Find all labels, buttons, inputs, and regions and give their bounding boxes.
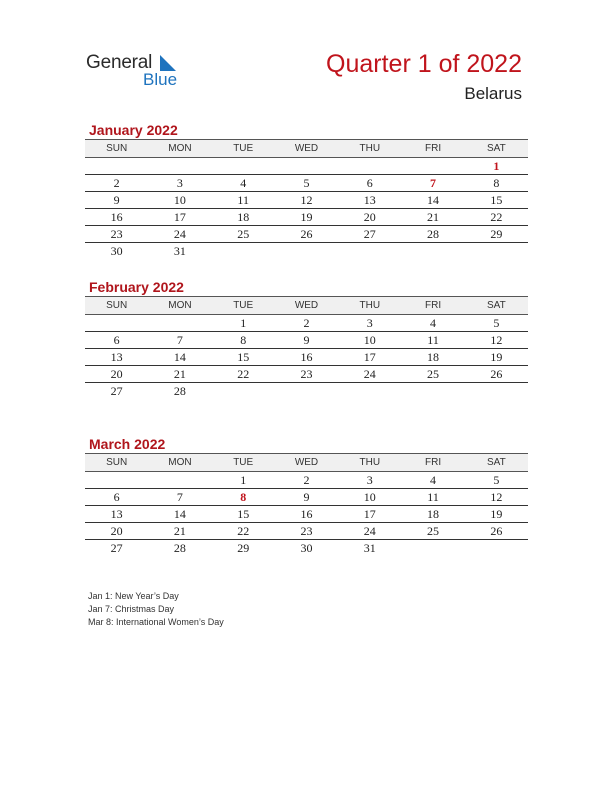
week-row: [85, 226, 528, 243]
day-cell: 4: [212, 175, 275, 192]
day-cell: 15: [465, 192, 528, 209]
day-cell: 20: [338, 209, 401, 226]
day-cell: 9: [275, 332, 338, 349]
empty-day-cell: [85, 315, 148, 332]
day-cell: 25: [401, 366, 464, 383]
empty-day-cell: [465, 540, 528, 557]
week-row: [85, 243, 528, 260]
week-row: [85, 175, 528, 192]
month-calendar: [85, 453, 528, 556]
week-row: [85, 158, 528, 175]
day-cell: 18: [401, 506, 464, 523]
day-cell: 20: [85, 366, 148, 383]
weekday-label: SAT: [465, 454, 528, 472]
weekday-label: TUE: [212, 454, 275, 472]
day-cell: 10: [148, 192, 211, 209]
logo-general-text: General: [86, 52, 153, 73]
weekday-label: MON: [148, 454, 211, 472]
day-cell: 16: [275, 349, 338, 366]
week-row: [85, 332, 528, 349]
weekday-label: SUN: [85, 454, 148, 472]
week-row: [85, 506, 528, 523]
weekday-label: SUN: [85, 297, 148, 315]
empty-day-cell: [212, 243, 275, 260]
weekday-label: WED: [275, 454, 338, 472]
day-cell: 14: [148, 506, 211, 523]
week-row: [85, 192, 528, 209]
month-calendar: [85, 296, 528, 399]
empty-day-cell: [85, 158, 148, 175]
country-name: Belarus: [464, 84, 522, 103]
week-row: [85, 540, 528, 557]
day-cell: 23: [275, 523, 338, 540]
month-calendar: [85, 139, 528, 259]
day-cell: 2: [275, 472, 338, 489]
day-cell: 1: [212, 315, 275, 332]
month-title: March 2022: [89, 436, 166, 452]
empty-day-cell: [148, 158, 211, 175]
weekday-label: SAT: [465, 140, 528, 158]
day-cell: 6: [85, 332, 148, 349]
day-cell: 22: [212, 523, 275, 540]
day-cell: 19: [465, 506, 528, 523]
weekday-label: SAT: [465, 297, 528, 315]
weekday-label: THU: [338, 454, 401, 472]
day-cell: 21: [148, 366, 211, 383]
day-cell: 4: [401, 472, 464, 489]
day-cell: 17: [338, 349, 401, 366]
empty-day-cell: [212, 158, 275, 175]
day-cell: 6: [85, 489, 148, 506]
holiday-note: Jan 1: New Year’s Day: [88, 591, 179, 601]
empty-day-cell: [85, 472, 148, 489]
day-cell: 11: [401, 489, 464, 506]
day-cell: 17: [148, 209, 211, 226]
day-cell: 2: [275, 315, 338, 332]
day-cell: 21: [148, 523, 211, 540]
day-cell: 27: [338, 226, 401, 243]
weekday-header-row: [85, 454, 528, 472]
month-january: [85, 121, 528, 259]
day-cell: 24: [338, 366, 401, 383]
day-cell: 13: [85, 506, 148, 523]
day-cell: 15: [212, 349, 275, 366]
day-cell: 26: [275, 226, 338, 243]
day-cell: 2: [85, 175, 148, 192]
day-cell: 20: [85, 523, 148, 540]
weekday-label: MON: [148, 297, 211, 315]
weekday-label: TUE: [212, 297, 275, 315]
day-cell: 3: [338, 315, 401, 332]
day-cell: 18: [401, 349, 464, 366]
day-cell: 7: [401, 175, 464, 192]
week-row: [85, 366, 528, 383]
empty-day-cell: [338, 383, 401, 400]
weekday-label: THU: [338, 297, 401, 315]
day-cell: 28: [401, 226, 464, 243]
day-cell: 11: [212, 192, 275, 209]
weekday-label: MON: [148, 140, 211, 158]
day-cell: 15: [212, 506, 275, 523]
empty-day-cell: [465, 243, 528, 260]
day-cell: 5: [465, 472, 528, 489]
week-row: [85, 472, 528, 489]
day-cell: 1: [465, 158, 528, 175]
day-cell: 31: [363, 540, 376, 555]
day-cell: 9: [85, 192, 148, 209]
month-title: February 2022: [89, 279, 184, 295]
day-cell: 9: [275, 489, 338, 506]
day-cell: 8: [465, 175, 528, 192]
day-cell: 10: [338, 489, 401, 506]
day-cell: 5: [465, 315, 528, 332]
day-cell: 12: [465, 489, 528, 506]
weekday-header-row: [85, 297, 528, 315]
empty-day-cell: [401, 243, 464, 260]
day-cell: 31: [173, 243, 186, 258]
day-cell: 29: [465, 226, 528, 243]
week-row: [85, 489, 528, 506]
weekday-label: TUE: [212, 140, 275, 158]
weekday-label: THU: [338, 140, 401, 158]
empty-day-cell: [275, 243, 338, 260]
day-cell: 24: [338, 523, 401, 540]
day-cell: 22: [212, 366, 275, 383]
day-cell: 14: [148, 349, 211, 366]
weekday-label: FRI: [401, 297, 464, 315]
day-cell: 7: [148, 489, 211, 506]
holiday-note: Mar 8: International Women’s Day: [88, 617, 224, 627]
day-cell: 30: [110, 243, 123, 258]
week-row: [85, 315, 528, 332]
empty-day-cell: [401, 540, 464, 557]
weekday-label: WED: [275, 297, 338, 315]
day-cell: 7: [148, 332, 211, 349]
week-row: [85, 349, 528, 366]
day-cell: 13: [338, 192, 401, 209]
day-cell: 19: [275, 209, 338, 226]
day-cell: 5: [275, 175, 338, 192]
day-cell: 26: [465, 523, 528, 540]
logo-triangle-icon: [160, 55, 176, 71]
logo-blue-text: Blue: [143, 70, 178, 89]
day-cell: 8: [212, 332, 275, 349]
week-row: [85, 209, 528, 226]
day-cell: 1: [212, 472, 275, 489]
day-cell: 14: [401, 192, 464, 209]
weekday-label: FRI: [401, 454, 464, 472]
day-cell: 22: [465, 209, 528, 226]
day-cell: 25: [401, 523, 464, 540]
day-cell: 23: [85, 226, 148, 243]
empty-day-cell: [465, 383, 528, 400]
weekday-label: SUN: [85, 140, 148, 158]
day-cell: 10: [338, 332, 401, 349]
holiday-note: Jan 7: Christmas Day: [88, 604, 175, 614]
week-row: [85, 383, 528, 400]
day-cell: 28: [173, 540, 186, 555]
weekday-label: FRI: [401, 140, 464, 158]
empty-day-cell: [148, 315, 211, 332]
day-cell: 24: [148, 226, 211, 243]
day-cell: 29: [237, 540, 250, 555]
holiday-notes: [88, 590, 224, 629]
empty-day-cell: [338, 243, 401, 260]
month-march: [85, 435, 528, 556]
day-cell: 17: [338, 506, 401, 523]
day-cell: 27: [110, 540, 123, 555]
weekday-label: WED: [275, 140, 338, 158]
day-cell: 27: [110, 383, 123, 398]
day-cell: 3: [338, 472, 401, 489]
empty-day-cell: [401, 158, 464, 175]
day-cell: 3: [148, 175, 211, 192]
logo: [86, 52, 196, 92]
empty-day-cell: [275, 383, 338, 400]
day-cell: 13: [85, 349, 148, 366]
day-cell: 30: [300, 540, 313, 555]
day-cell: 8: [212, 489, 275, 506]
day-cell: 25: [212, 226, 275, 243]
weekday-header-row: [85, 140, 528, 158]
empty-day-cell: [148, 472, 211, 489]
page-title: Quarter 1 of 2022: [326, 50, 522, 78]
day-cell: 16: [85, 209, 148, 226]
day-cell: 12: [465, 332, 528, 349]
day-cell: 21: [401, 209, 464, 226]
empty-day-cell: [338, 158, 401, 175]
day-cell: 19: [465, 349, 528, 366]
day-cell: 4: [401, 315, 464, 332]
day-cell: 26: [465, 366, 528, 383]
empty-day-cell: [401, 383, 464, 400]
empty-day-cell: [275, 158, 338, 175]
day-cell: 11: [401, 332, 464, 349]
day-cell: 23: [275, 366, 338, 383]
month-title: January 2022: [89, 122, 178, 138]
day-cell: 6: [338, 175, 401, 192]
empty-day-cell: [212, 383, 275, 400]
week-row: [85, 523, 528, 540]
day-cell: 18: [212, 209, 275, 226]
day-cell: 16: [275, 506, 338, 523]
day-cell: 12: [275, 192, 338, 209]
day-cell: 28: [173, 383, 186, 398]
month-february: [85, 278, 528, 399]
